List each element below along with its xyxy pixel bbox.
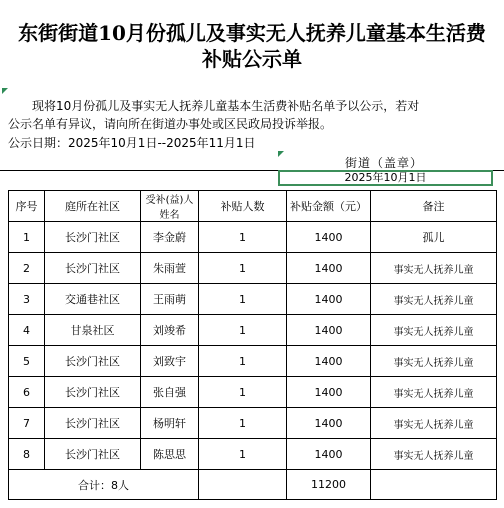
cell-no: 6: [9, 377, 45, 408]
table-row: [9, 253, 497, 284]
table-row: [9, 222, 497, 253]
subsidy-table: [8, 190, 497, 500]
cell-amount: 1400: [287, 284, 371, 315]
total-amount: 11200: [287, 470, 371, 500]
cell-count: 1: [199, 315, 287, 346]
cell-no: 7: [9, 408, 45, 439]
cell-name: 陈思思: [141, 439, 199, 470]
cell-no: 5: [9, 346, 45, 377]
table-row: [9, 346, 497, 377]
header-remark: 备注: [371, 191, 497, 222]
cell-name: 刘竣希: [141, 315, 199, 346]
cell-name: 李金蔚: [141, 222, 199, 253]
cell-community: 长沙门社区: [45, 439, 141, 470]
cell-no: 8: [9, 439, 45, 470]
cell-amount: 1400: [287, 222, 371, 253]
cell-remark: 事实无人抚养儿童: [371, 284, 497, 315]
cell-count: 1: [199, 284, 287, 315]
cell-remark: 事实无人抚养儿童: [371, 253, 497, 284]
notice-date: 公示日期：2025年10月1日--2025年11月1日: [8, 136, 256, 150]
cell-count: 1: [199, 377, 287, 408]
cell-count: 1: [199, 222, 287, 253]
header-count: 补贴人数: [199, 191, 287, 222]
cell-no: 1: [9, 222, 45, 253]
table-row: [9, 377, 497, 408]
title-line-1: 东街街道10月份孤儿及事实无人抚养儿童基本生活费: [18, 21, 486, 45]
header-recipient: 受补(益)人姓名: [141, 191, 199, 222]
cell-name: 王雨萌: [141, 284, 199, 315]
total-label: 合计：8人: [9, 470, 199, 500]
cell-community: 长沙门社区: [45, 222, 141, 253]
cell-remark: 事实无人抚养儿童: [371, 408, 497, 439]
cell-amount: 1400: [287, 408, 371, 439]
cell-no: 3: [9, 284, 45, 315]
header-no: 序号: [9, 191, 45, 222]
cell-name: 杨明轩: [141, 408, 199, 439]
cell-community: 长沙门社区: [45, 377, 141, 408]
cell-remark: 孤儿: [371, 222, 497, 253]
table-row: [9, 408, 497, 439]
total-count-empty: [199, 470, 287, 500]
cell-remark: 事实无人抚养儿童: [371, 315, 497, 346]
table-header-row: [9, 191, 497, 222]
cell-community: 甘泉社区: [45, 315, 141, 346]
cell-remark: 事实无人抚养儿童: [371, 346, 497, 377]
cell-amount: 1400: [287, 439, 371, 470]
header-community: 庭所在社区: [45, 191, 141, 222]
cell-amount: 1400: [287, 377, 371, 408]
cell-amount: 1400: [287, 346, 371, 377]
cell-name: 刘致宇: [141, 346, 199, 377]
cell-no: 2: [9, 253, 45, 284]
cell-remark: 事实无人抚养儿童: [371, 439, 497, 470]
cell-count: 1: [199, 253, 287, 284]
notice-line-1: 现将10月份孤儿及事实无人抚养儿童基本生活费补贴名单予以公示，若对: [32, 99, 420, 113]
cell-count: 1: [199, 346, 287, 377]
cell-community: 长沙门社区: [45, 346, 141, 377]
cell-amount: 1400: [287, 315, 371, 346]
table-row: [9, 439, 497, 470]
header-amount: 补贴金额（元）: [287, 191, 371, 222]
title-line-2: 补贴公示单: [202, 47, 302, 71]
cell-marker: [2, 88, 8, 94]
cell-amount: 1400: [287, 253, 371, 284]
notice-text: [8, 97, 496, 133]
table-row: [9, 315, 497, 346]
cell-community: 长沙门社区: [45, 408, 141, 439]
cell-name: 张自强: [141, 377, 199, 408]
cell-community: 长沙门社区: [45, 253, 141, 284]
stamp-label: 街道（盖章）: [345, 156, 424, 170]
table-row: [9, 284, 497, 315]
cell-community: 交通巷社区: [45, 284, 141, 315]
cell-count: 1: [199, 439, 287, 470]
cell-count: 1: [199, 408, 287, 439]
cell-name: 朱雨萱: [141, 253, 199, 284]
total-row: [9, 470, 497, 500]
total-remark-empty: [371, 470, 497, 500]
cell-no: 4: [9, 315, 45, 346]
notice-line-2: 公示名单有异议，请向所在街道办事处或区民政局投诉举报。: [8, 117, 333, 131]
cell-marker: [278, 151, 284, 157]
page-title: [0, 20, 504, 72]
selected-date-cell[interactable]: 2025年10月1日: [278, 170, 493, 186]
cell-remark: 事实无人抚养儿童: [371, 377, 497, 408]
